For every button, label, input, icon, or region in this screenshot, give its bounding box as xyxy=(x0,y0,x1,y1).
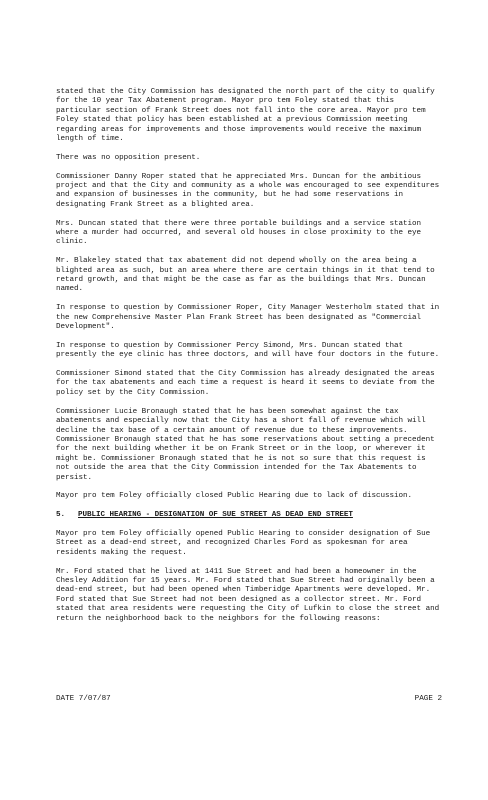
paragraph: In response to question by Commissioner Percy Simond, Mrs. Duncan stated that presently the eye clinic has three doctors, and will have four doctors in the future. xyxy=(56,341,440,360)
section-heading xyxy=(56,511,442,520)
paragraph: stated that the City Commission has designated the north part of the city to qualify for the 10 year Tax Abatement program. Mayor pro tem Foley stated that this particular section of Frank Street does not fall into the core area. Mayor pro tem Foley stated that policy has been established at a previous Commission meeting regarding areas for improvements and those improvements would receive the maximum length of time. xyxy=(56,88,435,144)
paragraph: In response to question by Commissioner Roper, City Manager Westerholm stated that in the new Comprehensive Master Plan Frank Street has been designated as "Commercial Development". xyxy=(56,304,440,332)
page-footer xyxy=(56,695,442,704)
document-body xyxy=(56,88,442,633)
footer-date: DATE 7/07/87 xyxy=(56,695,111,703)
paragraph: Commissioner Lucie Bronaugh stated that he has been somewhat against the tax abatements and especially now that the City has a short fall of revenue which will decline the tax base of a certain amount of revenue due to these improvements. Commissioner Bronaugh stated that he has some reservations about setting a precedent for the next building whether it be on Frank Street or in the loop, or wherever it might be. Commissioner Bronaugh stated that he is not so sure that this request is not outside the area that the City Commission intended for the Tax Abatements to persist. xyxy=(56,407,435,482)
paragraph: Commissioner Danny Roper stated that he appreciated Mrs. Duncan for the ambitious project and that the City and community as a whole was encouraged to see expenditures and expansion of businesses in the community, but he had some reservations in designating Frank Street as a blighted area. xyxy=(56,172,440,209)
section-number: 5. xyxy=(56,511,66,520)
paragraph: Mr. Blakeley stated that tax abatement did not depend wholly on the area being a blighted area as such, but an area where there are certain things in it that tend to retard growth, and that might be the case as far as the buildings that Mrs. Duncan named. xyxy=(56,257,435,294)
section-title: PUBLIC HEARING - DESIGNATION OF SUE STREET AS DEAD END STREET xyxy=(78,511,353,520)
paragraph: Mayor pro tem Foley officially opened Public Hearing to consider designation of Sue Street as a dead-end street, and recognized Charles Ford as spokesman for area residents making the request. xyxy=(56,529,431,557)
paragraph: Mr. Ford stated that he lived at 1411 Sue Street and had been a homeowner in the Chesley Addition for 15 years. Mr. Ford stated that Sue Street had originally been a dead-end street, but had been opened when Timberidge Apartments were developed. Mr. Ford stated that Sue Street had not been designed as a collector street. Mr. Ford stated that area residents were requesting the City of Lufkin to close the street and return the neighborhood back to the neighbors for the following reasons: xyxy=(56,567,440,623)
paragraph: Commissioner Simond stated that the City Commission has already designated the areas for the tax abatements and each time a request is heard it seems to deviate from the policy set by the City Commission. xyxy=(56,370,435,397)
paragraph: Mrs. Duncan stated that there were three portable buildings and a service station where a murder had occurred, and several old houses in close proximity to the eye clinic. xyxy=(56,219,422,247)
footer-page-number: PAGE 2 xyxy=(414,695,442,703)
paragraph: Mayor pro tem Foley officially closed Public Hearing due to lack of discussion. xyxy=(56,492,413,501)
paragraph: There was no opposition present. xyxy=(56,153,201,162)
